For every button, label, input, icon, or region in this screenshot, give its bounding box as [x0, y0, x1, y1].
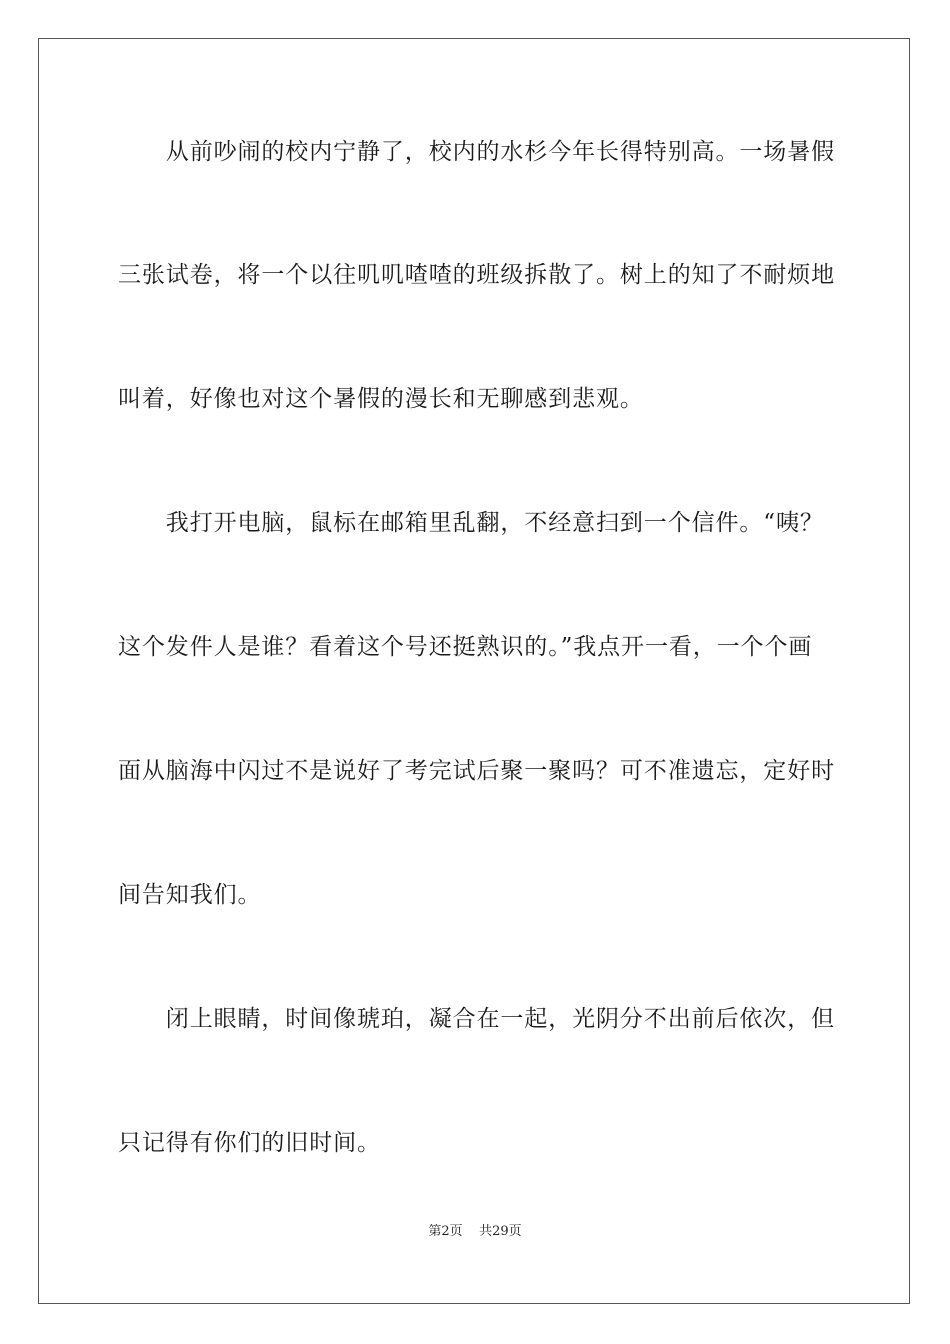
page-footer: [0, 1220, 950, 1239]
paragraph-line: 叫着，好像也对这个暑假的漫长和无聊感到悲观。: [118, 386, 644, 412]
page-number: 第2页: [428, 1224, 463, 1239]
paragraph-line: 闭上眼睛，时间像琥珀，凝合在一起，光阴分不出前后依次，但: [118, 1006, 835, 1032]
page-total: 共29页: [479, 1224, 522, 1239]
paragraph-line: 这个发件人是谁？看着这个号还挺熟识的。”我点开一看，一个个画: [118, 634, 813, 660]
paragraph-line: 只记得有你们的旧时间。: [118, 1130, 381, 1156]
paragraph-line: 三张试卷，将一个以往叽叽喳喳的班级拆散了。树上的知了不耐烦地: [118, 262, 835, 288]
paragraph-line: 间告知我们。: [118, 882, 262, 908]
page-border: [38, 38, 910, 1304]
paragraph-line: 面从脑海中闪过不是说好了考完试后聚一聚吗？可不准遗忘，定好时: [118, 758, 835, 784]
paragraph-line: 我打开电脑，鼠标在邮箱里乱翻，不经意扫到一个信件。“咦？: [118, 510, 824, 536]
paragraph-line: 从前吵闹的校内宁静了，校内的水杉今年长得特别高。一场暑假: [118, 139, 835, 165]
